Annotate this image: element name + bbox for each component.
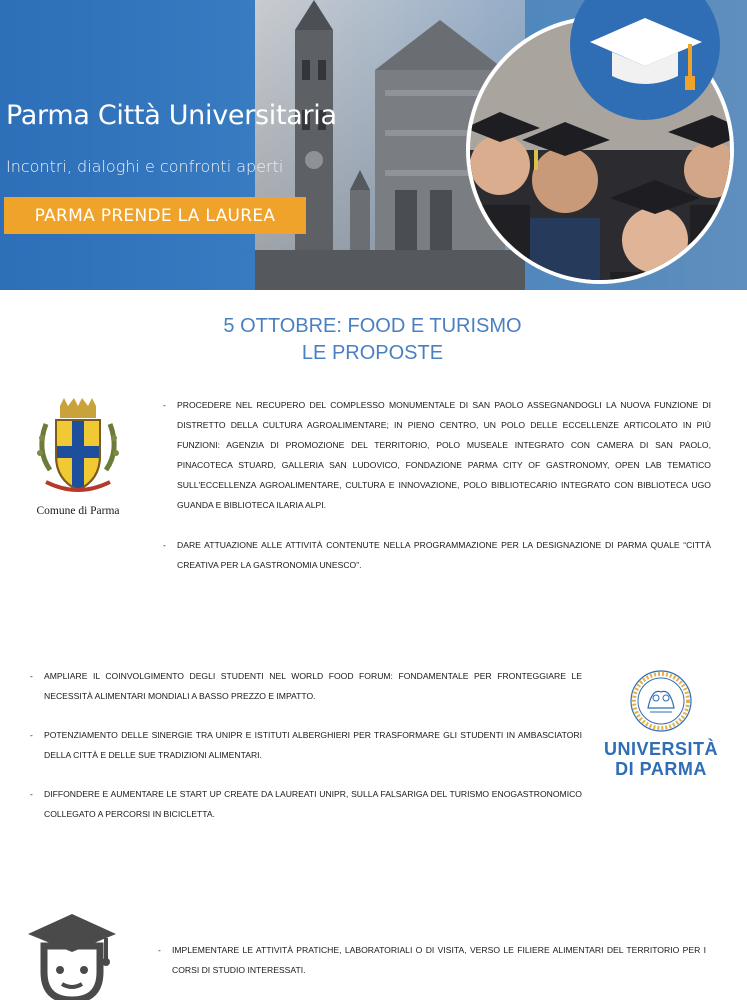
banner-subtitle: Incontri, dialoghi e confronti aperti [6, 157, 284, 176]
university-seal-icon [626, 668, 696, 734]
universita-di-parma-logo [596, 668, 726, 779]
list-item: - POTENZIAMENTO DELLE SINERGIE TRA UNIPR E ISTITUTI ALBERGHIERI PER TRASFORMARE GLI STUDENTI IN AMBASCIATORI DELLA CITTÀ E DELLE SUE TRADIZIONI ALIMENTARI. [30, 725, 582, 765]
comune-di-parma-logo [22, 398, 134, 517]
list-item: - DIFFONDERE E AUMENTARE LE START UP CREATE DA LAUREATI UNIPR, SULLA FALSARIGA DEL TURISMO ENOGASTRONOMICO COLLEGATO A PERCORSI IN BICICLETTA. [30, 784, 582, 824]
list-item: - PROCEDERE NEL RECUPERO DEL COMPLESSO MONUMENTALE DI SAN PAOLO ASSEGNANDOGLI LA NUOVA FUNZIONE DI DISTRETTO DELLA CULTURA AGROALIMENTARE; IN PIENO CENTRO, UN POLO DELLE ECCELLENZE ARTICOLATO IN PIÙ FUNZIONI: AGENZIA DI PROMOZIONE DEL TERRITORIO, POLO MUSEALE INTEGRATO CON CAMERA DI SAN PAOLO, PINACOTECA STUARD, GALLERIA SAN LUDOVICO, FONDAZIONE PARMA CITY OF GASTRONOMY, OPEN LAB TEMATICO SULL'ECCELLENZA AGROALIMENTARE, CULTURA E INNOVAZIONE, POLO BIBLIOTECARIO INTEGRATO CON BIBLIOTECA UGO GUANDA E BIBLIOTECA ILARIA ALPI. [163, 395, 711, 515]
universita-name-line1: UNIVERSITÀ [603, 739, 718, 759]
list-item: - IMPLEMENTARE LE ATTIVITÀ PRATICHE, LABORATORIALI O DI VISITA, VERSO LE FILIERE ALIMENTARI DEL TERRITORIO PER I CORSI DI STUDIO INTERESSATI. [158, 940, 706, 980]
list-item: - DARE ATTUAZIONE ALLE ATTIVITÀ CONTENUTE NELLA PROGRAMMAZIONE PER LA DESIGNAZIONE DI PARMA QUALE “CITTÀ CREATIVA PER LA GASTRONOMIA UNESCO”. [163, 535, 711, 575]
page-title [150, 313, 595, 367]
coat-of-arms-icon [28, 398, 128, 498]
universita-name-line2: DI PARMA [615, 759, 707, 779]
header-banner [0, 0, 747, 290]
page-title-line1: 5 OTTOBRE: FOOD E TURISMO [223, 315, 522, 337]
parma-prende-la-laurea-button[interactable]: PARMA PRENDE LA LAUREA [4, 197, 306, 234]
proposals-list-comune [163, 395, 711, 515]
banner-photo [0, 0, 747, 290]
page-title-line2: LE PROPOSTE [301, 342, 444, 364]
proposals-list-comune-2 [163, 535, 711, 575]
comune-label: Comune di Parma [36, 505, 120, 517]
list-item: - AMPLIARE IL COINVOLGIMENTO DEGLI STUDENTI NEL WORLD FOOD FORUM: FONDAMENTALE PER FRONTEGGIARE LE NECESSITÀ ALIMENTARI MONDIALI A BASSO PREZZO E IMPATTO. [30, 666, 582, 706]
proposals-list-university [30, 666, 582, 843]
proposals-list-students [158, 940, 706, 980]
graduate-student-icon [26, 912, 118, 1000]
banner-title: Parma Città Universitaria [6, 100, 337, 131]
